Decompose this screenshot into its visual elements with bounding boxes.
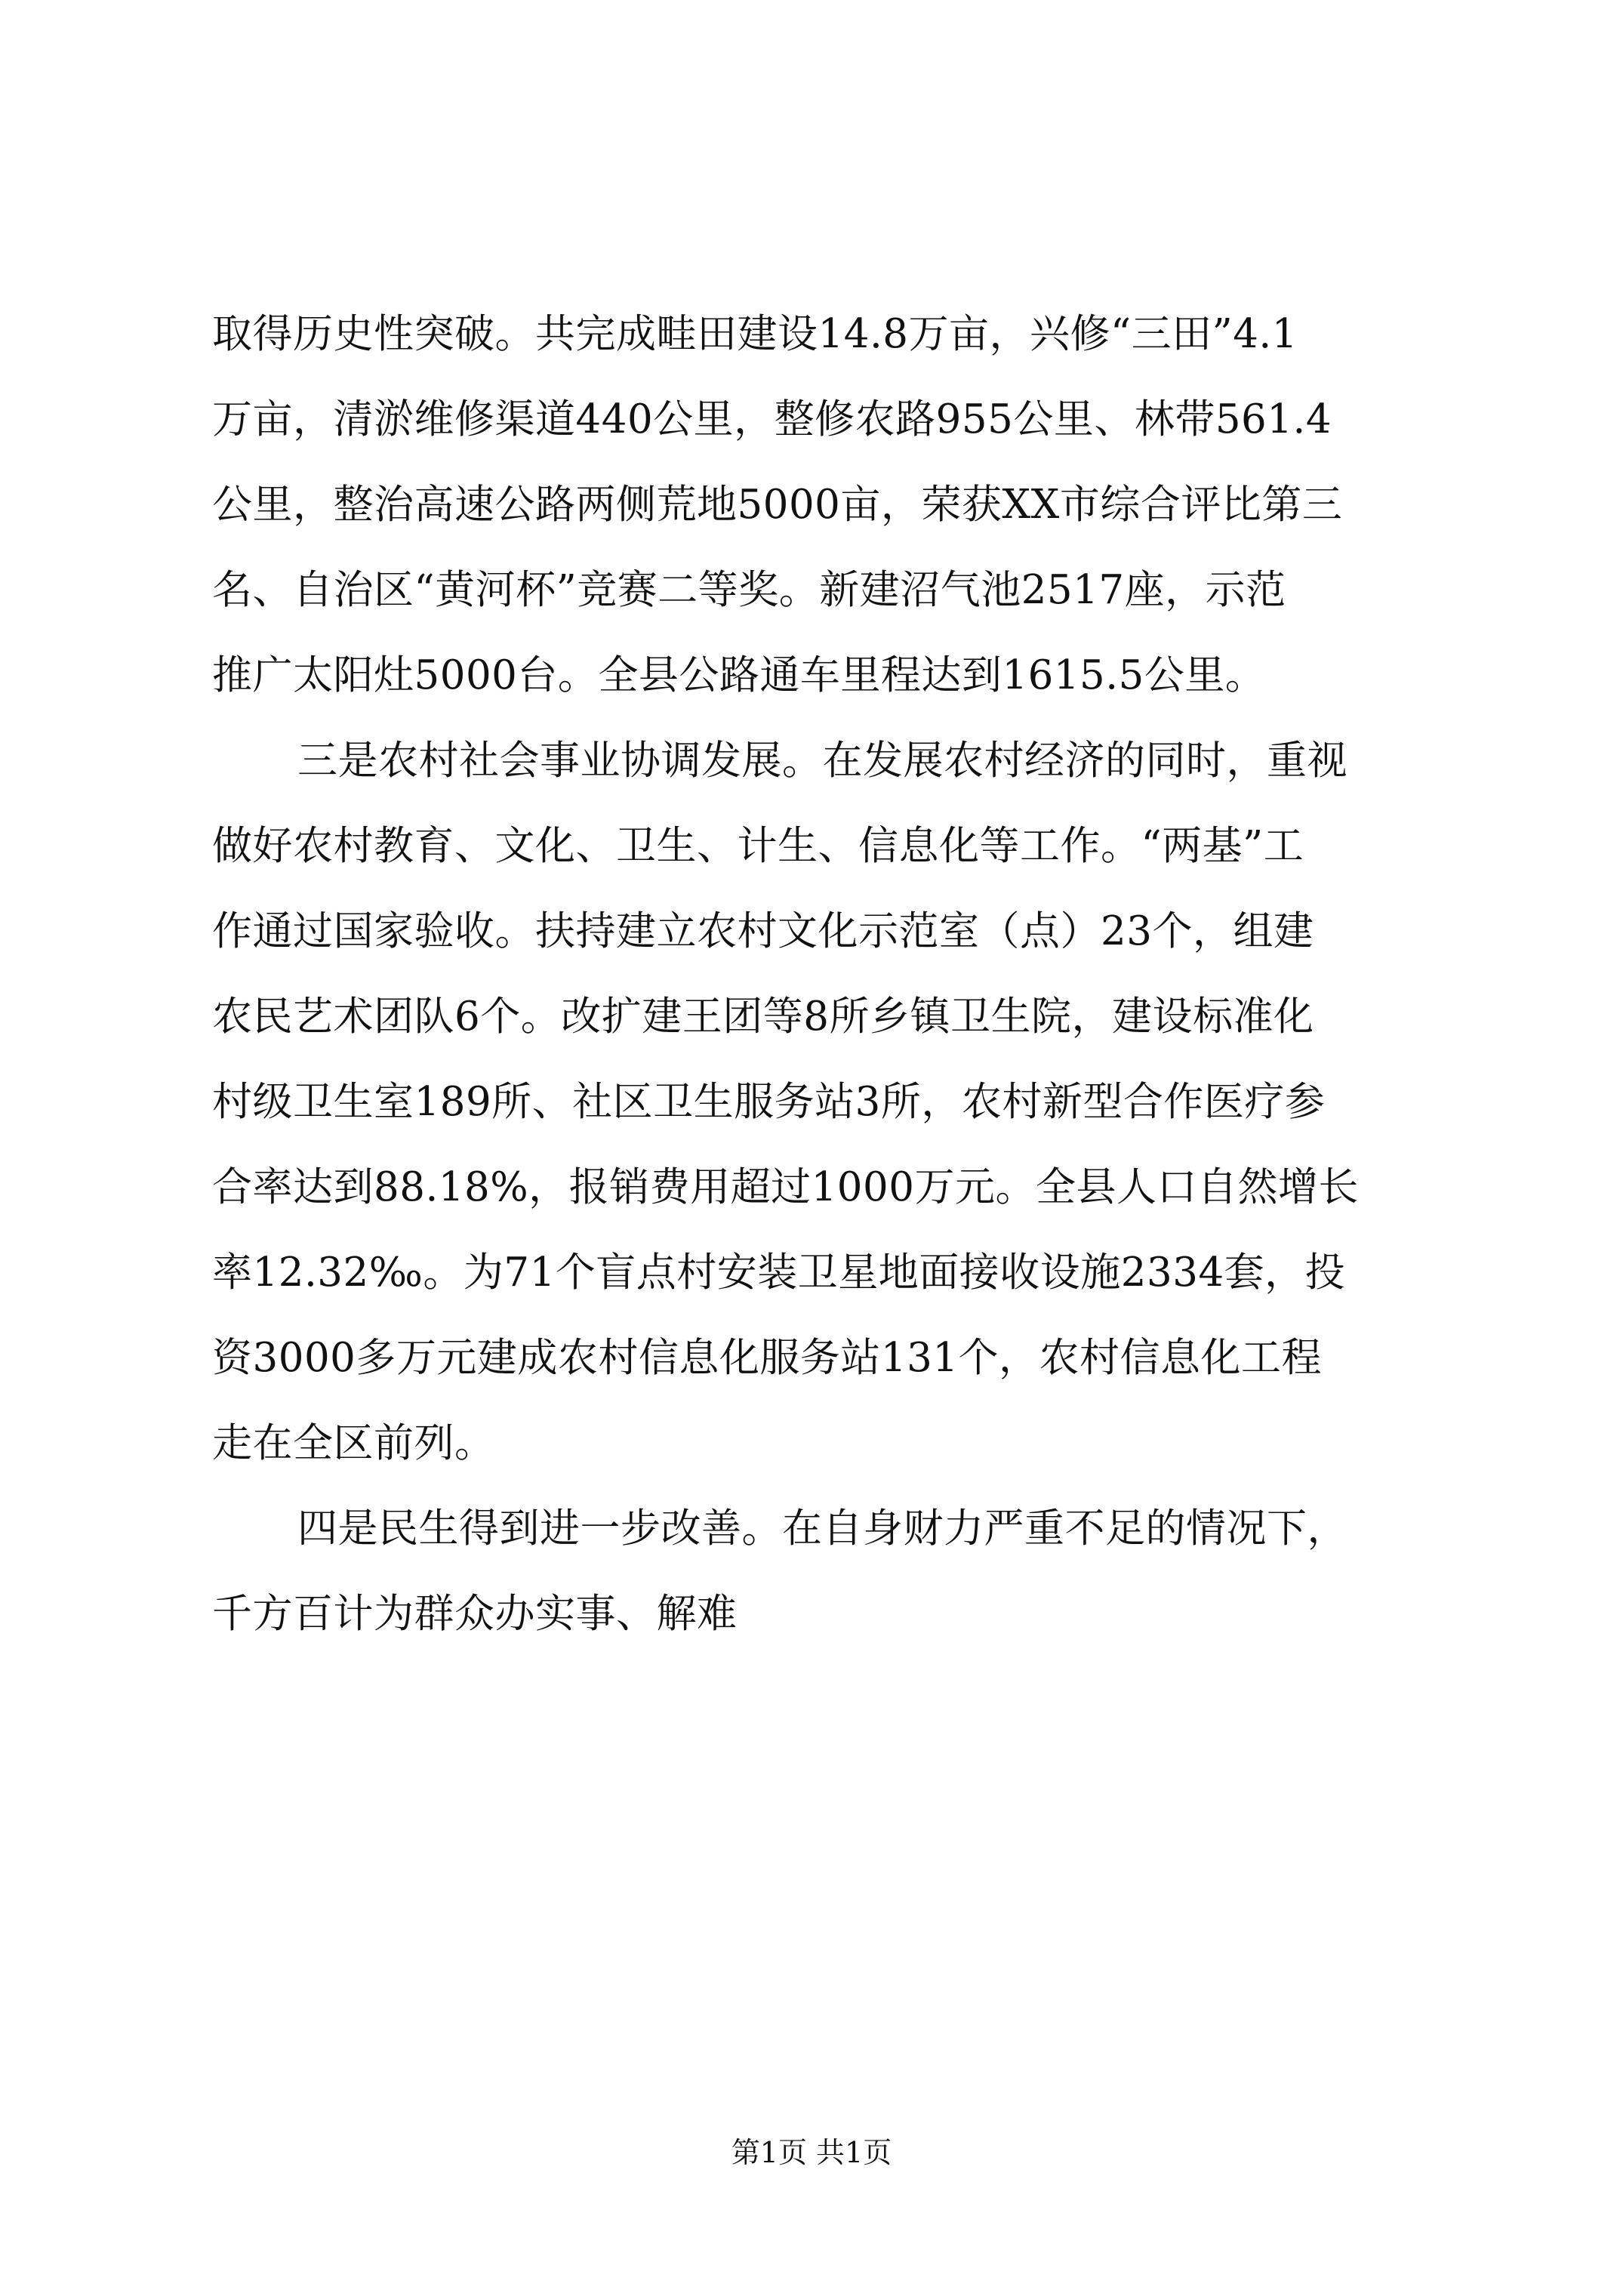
document-line-15: 四是民生得到进一步改善。在自身财力严重不足的情况下， [297,1505,1347,1552]
document-line-3: 公里，整治高速公路两侧荒地5000亩，荣获XX市综合评比第三 [212,482,1343,528]
document-line-10: 村级卫生室189所、社区卫生服务站3所，农村新型合作医疗参 [212,1079,1326,1125]
document-line-1: 取得历史性突破。共完成畦田建设14.8万亩，兴修“三田”4.1 [212,311,1298,357]
page-footer: 第1页 共1页 [731,2136,892,2169]
document-line-8: 作通过国家验收。扶持建立农村文化示范室（点）23个，组建 [212,908,1314,954]
document-line-7: 做好农村教育、文化、卫生、计生、信息化等工作。“两基”工 [212,823,1304,869]
document-line-2: 万亩，清淤维修渠道440公里，整修农路955公里、林带561.4 [212,396,1332,442]
document-line-12: 率12.32‰。为71个盲点村安装卫星地面接收设施2334套，投 [212,1250,1346,1296]
document-line-4: 名、自治区“黄河杯”竞赛二等奖。新建沼气池2517座，示范 [212,567,1286,613]
document-line-5: 推广太阳灶5000台。全县公路通车里程达到1615.5公里。 [212,652,1266,698]
document-line-16: 千方百计为群众办实事、解难 [212,1591,738,1637]
document-line-9: 农民艺术团队6个。改扩建王团等8所乡镇卫生院，建设标准化 [212,994,1314,1040]
document-line-14: 走在全区前列。 [212,1420,495,1466]
document-line-11: 合率达到88.18%，报销费用超过1000万元。全县人口自然增长 [212,1164,1359,1210]
document-line-6: 三是农村社会事业协调发展。在发展农村经济的同时，重视 [297,738,1347,784]
document-line-13: 资3000多万元建成农村信息化服务站131个，农村信息化工程 [212,1335,1323,1381]
